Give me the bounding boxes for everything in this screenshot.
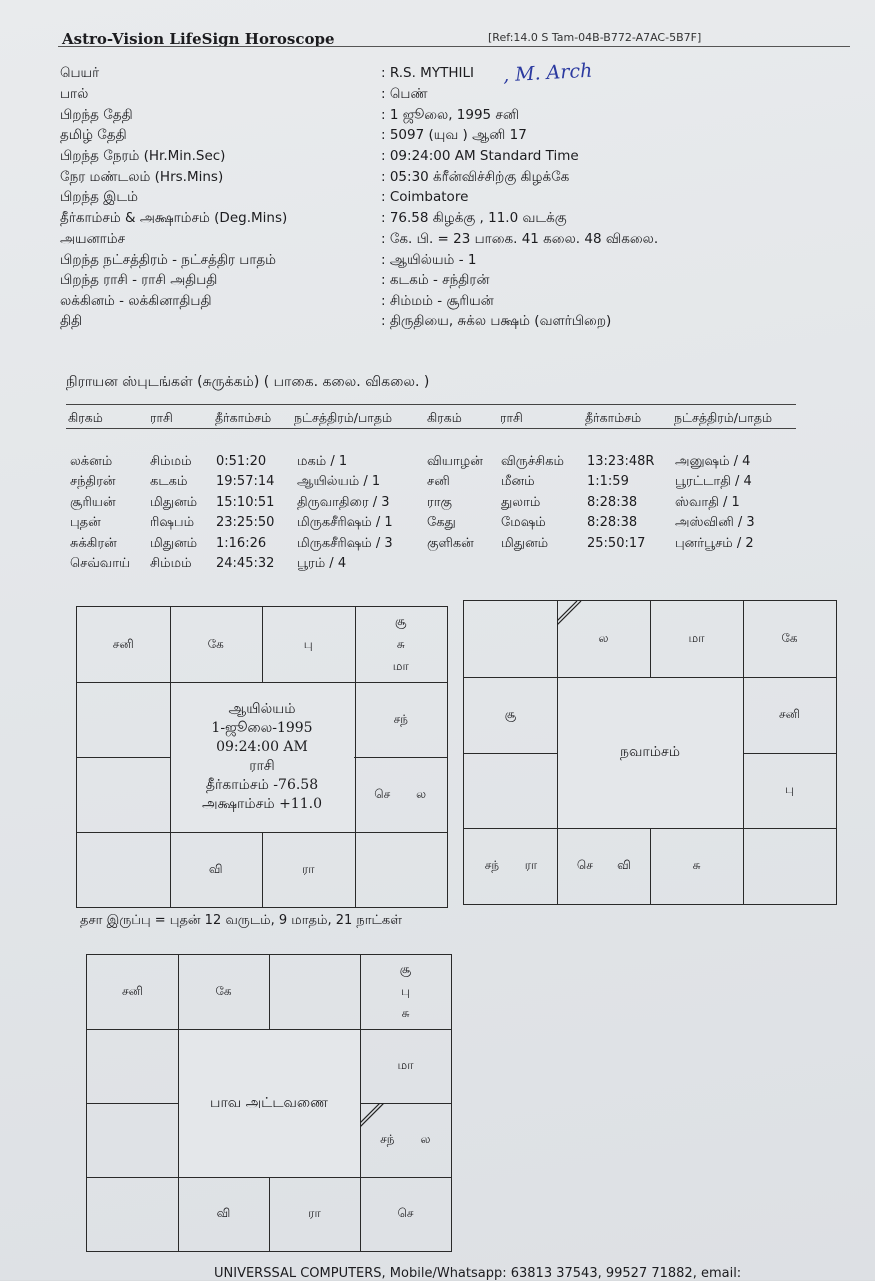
document-title: Astro-Vision LifeSign Horoscope [62,30,335,48]
grid-line [87,1177,451,1178]
left-row-cell-rasi: கடகம் [150,474,188,489]
house-planet: ல [420,1132,431,1146]
detail-label-tamil-date: தமிழ் தேதி [60,127,127,143]
left-row-cell-longitude: 23:25:50 [216,515,275,530]
chart-center-title [178,1094,360,1113]
right-row-cell-rasi: மீனம் [501,474,535,489]
house-planet: வி [617,858,631,873]
house-planet: மா [392,659,409,674]
right-row-cell-nakshatra: புனர்பூசம் / 2 [675,536,754,551]
left-row-cell-longitude: 0:51:20 [216,454,267,469]
left-row-cell-rasi: மிதுனம் [150,536,198,551]
house-planet: செ [397,1206,414,1220]
detail-value-lagna: : சிம்மம் - சூரியன் [381,293,494,309]
right-row-cell-rasi: விருச்சிகம் [501,454,564,469]
footer-contact: UNIVERSSAL COMPUTERS, Mobile/Whatsapp: 63813 37543, 99527 71882, email: [214,1266,742,1281]
detail-value-nakshatra: : ஆயில்யம் - 1 [381,252,477,268]
right-row-cell-nakshatra: அஸ்வினி / 3 [675,515,755,530]
house-planet: கே [215,984,232,998]
right-row-cell-planet: கேது [427,515,456,530]
detail-label-gender: பால் [60,86,89,102]
right-row-cell-planet: ராகு [427,495,452,510]
house-planet: சனி [122,984,143,998]
detail-value-time-zone: : 05:30 க்ரீன்விச்சிற்கு கிழக்கே [381,169,570,185]
left-row-cell-nakshatra: பூரம் / 4 [297,556,347,571]
right-row-cell-nakshatra: ஸ்வாதி / 1 [675,495,740,510]
right-row-cell-rasi: துலாம் [501,495,541,510]
col-header-longitude: தீர்காம்சம் [215,410,272,425]
right-row-cell-planet: வியாழன் [427,454,483,469]
detail-label-birth-time: பிறந்த நேரம் (Hr.Min.Sec) [60,148,226,164]
left-row-cell-longitude: 24:45:32 [216,556,275,571]
detail-label-rasi: பிறந்த ராசி - ராசி அதிபதி [60,272,218,288]
detail-label-ayanamsa: அயனாம்ச [60,231,126,247]
house-planet: சந் [380,1132,395,1146]
chart-center-title [170,700,355,814]
bhava-chart [86,954,452,1252]
detail-value-birth-date: : 1 ஜூலை, 1995 சனி [381,107,520,123]
right-row-cell-longitude: 8:28:38 [587,515,638,530]
left-row-cell-planet: சுக்கிரன் [70,536,117,551]
detail-value-ayanamsa: : கே. பி. = 23 பாகை. 41 கலை. 48 விகலை. [381,231,659,247]
house-planet: ரா [302,861,315,876]
navamsa-chart [463,600,837,905]
grid-line [464,828,836,829]
chart-center-line: தீர்காம்சம் -76.58 [205,777,319,793]
left-row-cell-nakshatra: மகம் / 1 [297,454,348,469]
house-planet: சூ [504,706,517,721]
left-row-cell-nakshatra: மிருகசீரிஷம் / 1 [297,515,393,530]
detail-label-coordinates: தீர்காம்சம் & அக்ஷாம்சம் (Deg.Mins) [60,210,288,226]
grid-line [77,832,447,833]
left-row-cell-nakshatra: ஆயில்யம் / 1 [297,474,381,489]
chart-center-title [557,743,743,762]
house-planet: பு [785,782,794,797]
detail-value-birth-place: : Coimbatore [381,189,469,205]
house-planet: கே [781,630,798,645]
left-row-cell-planet: சூரியன் [70,495,116,510]
right-row-cell-planet: சனி [427,474,450,489]
chart-center-line: ராசி [249,758,275,774]
detail-label-time-zone: நேர மண்டலம் (Hrs.Mins) [60,169,224,185]
house-planet: சந் [393,711,408,726]
left-row-cell-longitude: 15:10:51 [216,495,275,510]
left-row-cell-rasi: ரிஷபம் [150,515,195,530]
rasi-chart [76,606,448,908]
house-planet: வி [208,861,223,876]
house-planet: வி [216,1206,231,1220]
right-row-cell-planet: குளிகன் [427,536,474,551]
house-planet: பு [303,636,313,651]
house-planet: சு [401,1006,410,1021]
col-header-planet-2: கிரகம் [427,410,462,425]
left-row-cell-longitude: 1:16:26 [216,536,267,551]
col-header-rasi-2: ராசி [500,410,523,425]
house-planet: சூ [399,961,412,976]
left-row-cell-nakshatra: திருவாதிரை / 3 [297,495,390,510]
detail-label-nakshatra: பிறந்த நட்சத்திரம் - நட்சத்திர பாதம் [60,252,277,268]
house-planet: மா [688,630,705,645]
right-row-cell-nakshatra: அனுஷம் / 4 [675,454,751,469]
detail-label-birth-place: பிறந்த இடம் [60,189,138,205]
col-header-nakshatra-2: நட்சத்திரம்/பாதம் [674,410,773,425]
detail-label-lagna: லக்கினம் - லக்கினாதிபதி [60,293,212,309]
col-header-nakshatra: நட்சத்திரம்/பாதம் [294,410,393,425]
detail-value-name: : R.S. MYTHILI [381,65,474,81]
house-planet: ரா [308,1206,321,1220]
house-planet: சனி [112,636,134,651]
col-header-longitude-2: தீர்காம்சம் [585,410,642,425]
handwritten-note: , M. Arch [502,59,593,87]
detail-label-birth-date: பிறந்த தேதி [60,107,133,123]
detail-value-tamil-date: : 5097 (யுவ ) ஆனி 17 [381,127,527,143]
positions-title: நிராயன ஸ்புடங்கள் (சுருக்கம்) ( பாகை. கலை. விகலை. ) [66,374,430,390]
right-row-cell-rasi: மேஷம் [501,515,546,530]
left-row-cell-planet: புதன் [70,515,101,530]
detail-label-tithi: திதி [60,313,83,329]
detail-value-tithi: : திருதியை, சுக்ல பக்ஷம் (வளர்பிறை) [381,313,612,329]
chart-center-line: ஆயில்யம் [228,701,296,717]
dasha-balance: தசா இருப்பு = புதன் 12 வருடம், 9 மாதம், 21 நாட்கள் [80,913,402,928]
col-header-planet: கிரகம் [68,410,103,425]
detail-value-birth-time: : 09:24:00 AM Standard Time [381,148,579,164]
chart-center-line: நவாம்சம் [620,744,680,760]
right-row-cell-nakshatra: பூரட்டாதி / 4 [675,474,752,489]
house-planet: ல [598,630,609,645]
detail-value-coordinates: : 76.58 கிழக்கு , 11.0 வடக்கு [381,210,567,226]
left-row-cell-rasi: சிம்மம் [150,556,192,571]
table-top-rule [66,404,796,405]
right-row-cell-longitude: 25:50:17 [587,536,646,551]
detail-value-rasi: : கடகம் - சந்திரன் [381,272,490,288]
chart-center-line: 09:24:00 AM [216,739,308,755]
reference-code: [Ref:14.0 S Tam-04B-B772-A7AC-5B7F] [488,31,702,44]
house-planet: செ [374,786,391,801]
chart-center-line: அக்ஷாம்சம் +11.0 [202,796,322,812]
col-header-rasi: ராசி [150,410,173,425]
house-planet: சனி [779,706,800,721]
detail-value-gender: : பெண் [381,86,428,102]
house-planet: ல [416,786,427,801]
lagna-marker [360,1103,386,1129]
right-row-cell-longitude: 13:23:48R [587,454,655,469]
left-row-cell-nakshatra: மிருகசீரிஷம் / 3 [297,536,393,551]
house-planet: பு [401,984,410,998]
left-row-cell-rasi: மிதுனம் [150,495,198,510]
house-planet: கே [207,636,224,651]
chart-center-line: பாவ அட்டவணை [210,1094,328,1111]
left-row-cell-planet: சந்திரன் [70,474,116,489]
house-planet: செ [576,858,593,873]
lagna-marker [557,601,583,627]
detail-label-name: பெயர் [60,65,100,81]
house-planet: சந் [484,858,500,873]
house-planet: சூ [395,613,407,628]
header-divider [58,46,850,47]
house-planet: மா [397,1058,414,1072]
left-row-cell-longitude: 19:57:14 [216,474,275,489]
right-row-cell-rasi: மிதுனம் [501,536,549,551]
grid-line [743,601,744,904]
table-header-rule [66,428,796,429]
left-row-cell-planet: செவ்வாய் [70,556,131,571]
right-row-cell-longitude: 8:28:38 [587,495,638,510]
right-row-cell-longitude: 1:1:59 [587,474,629,489]
house-planet: சு [396,636,405,651]
left-row-cell-rasi: சிம்மம் [150,454,192,469]
chart-center-line: 1-ஜூலை-1995 [211,720,313,736]
house-planet: ரா [524,858,538,873]
house-planet: சு [692,858,701,873]
left-row-cell-planet: லக்னம் [70,454,113,469]
grid-line [355,607,356,907]
